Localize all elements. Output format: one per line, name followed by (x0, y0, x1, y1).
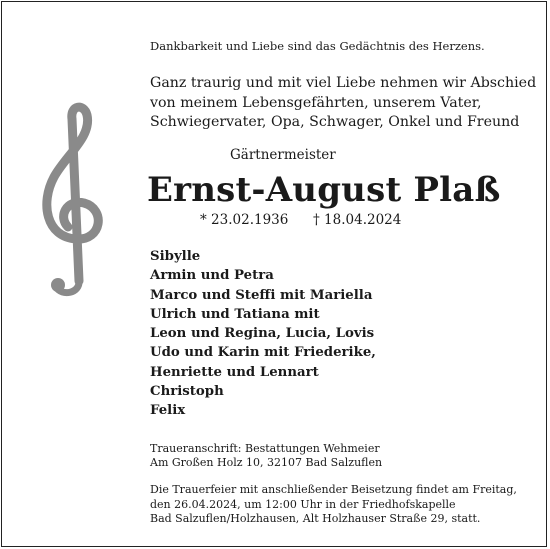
family-member: Armin und Petra (150, 268, 274, 284)
notice-line: Die Trauerfeier mit anschließender Beisetzung findet am Freitag, (150, 483, 517, 496)
mourning-address (150, 442, 382, 470)
family-member: Ulrich und Tatiana mit (150, 306, 320, 322)
motto: Dankbarkeit und Liebe sind das Gedächtnis des Herzens. (150, 39, 485, 53)
family-member: Marco und Steffi mit Mariella (150, 287, 373, 303)
family-member: Udo und Karin mit Friederike, (150, 345, 376, 361)
family-member: Henriette und Lennart (150, 364, 319, 380)
family-list (150, 247, 376, 421)
profession: Gärtnermeister (230, 147, 336, 163)
treble-clef-icon (32, 99, 112, 299)
obituary-frame (1, 1, 547, 547)
family-member: Felix (150, 403, 186, 419)
notice-line: Bad Salzuflen/Holzhausen, Alt Holzhauser Straße 29, statt. (150, 512, 481, 525)
intro-line: Ganz traurig und mit viel Liebe nehmen wir Abschied (150, 75, 537, 91)
notice-line: den 26.04.2024, um 12:00 Uhr in der Friedhofskapelle (150, 497, 456, 511)
family-member: Leon und Regina, Lucia, Lovis (150, 326, 375, 342)
family-member: Sibylle (150, 249, 201, 264)
intro-line: Schwiegervater, Opa, Schwager, Onkel und Freund (150, 114, 520, 130)
address-line: Am Großen Holz 10, 32107 Bad Salzuflen (150, 456, 383, 469)
birth-date: * 23.02.1936 (200, 212, 289, 228)
death-date: † 18.04.2024 (313, 212, 402, 228)
deceased-name: Ernst-August Plaß (147, 170, 501, 210)
family-member: Christoph (150, 384, 224, 400)
address-line: Traueranschrift: Bestattungen Wehmeier (150, 442, 380, 455)
funeral-notice (150, 483, 517, 527)
intro-text (150, 74, 537, 133)
intro-line: von meinem Lebensgefährten, unserem Vater, (150, 94, 482, 111)
